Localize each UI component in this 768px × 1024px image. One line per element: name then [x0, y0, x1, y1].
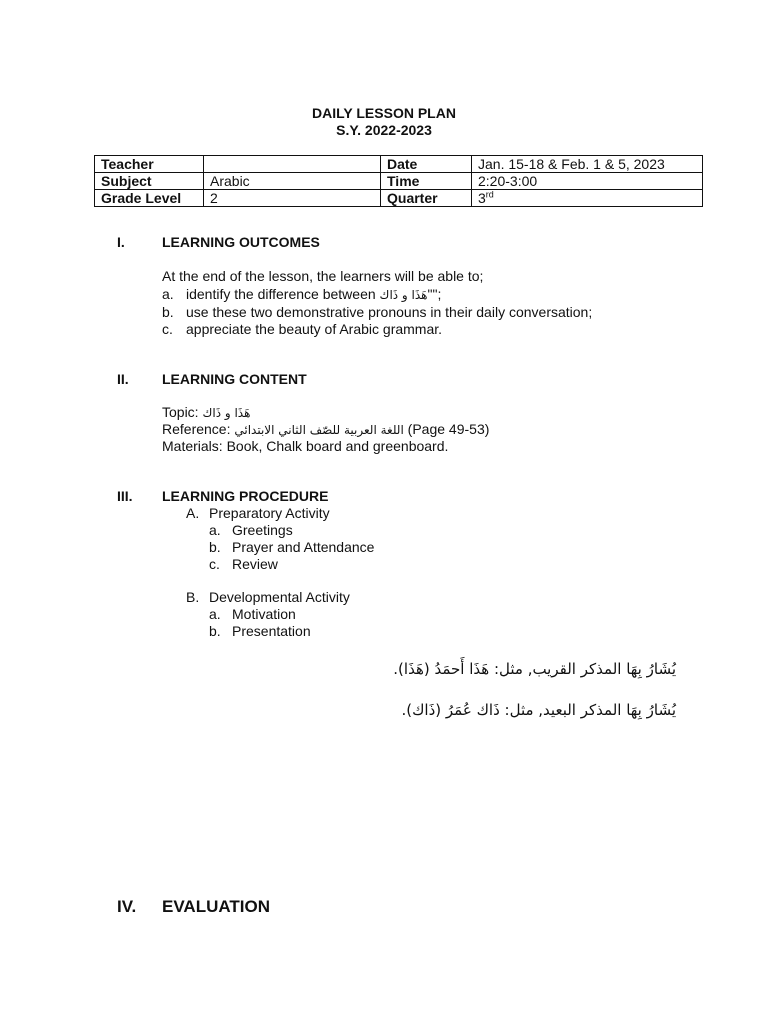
list-item	[209, 522, 293, 538]
arabic-text: هَذَا و ذَاك	[379, 288, 428, 302]
arabic-text: اللغة العربية للصّف الثاني الابتدائي	[234, 423, 404, 437]
document-title: DAILY LESSON PLAN	[312, 105, 456, 121]
table-row	[95, 190, 703, 207]
subject-value: Arabic	[204, 173, 381, 190]
quarter-number: 3	[478, 190, 486, 206]
list-text: Motivation	[232, 606, 296, 622]
list-item	[162, 304, 592, 320]
list-text: use these two demonstrative pronouns in their daily conversation;	[186, 304, 593, 320]
section-heading: LEARNING OUTCOMES	[162, 234, 320, 250]
materials-line: Materials: Book, Chalk board and greenboard.	[162, 438, 449, 454]
list-item	[209, 556, 278, 572]
list-text: Review	[232, 556, 278, 572]
list-text: Greetings	[232, 522, 293, 538]
list-item	[162, 286, 441, 302]
section-evaluation	[117, 897, 270, 917]
grade-level-value: 2	[204, 190, 381, 207]
outcomes-intro: At the end of the lesson, the learners will be able to;	[162, 268, 484, 284]
topic-line	[162, 404, 250, 420]
list-marker: c.	[209, 556, 220, 572]
list-marker: b.	[209, 539, 221, 555]
quarter-label: Quarter	[381, 190, 472, 207]
list-text: identify the difference between	[186, 286, 380, 302]
grade-level-label: Grade Level	[95, 190, 204, 207]
list-marker: a.	[209, 522, 221, 538]
section-heading: EVALUATION	[162, 897, 270, 916]
date-label: Date	[381, 156, 472, 173]
table-row	[95, 156, 703, 173]
quarter-suffix: rd	[485, 189, 494, 200]
list-item	[209, 623, 311, 639]
section-learning-content	[117, 371, 307, 387]
teacher-value	[204, 156, 381, 173]
section-heading: LEARNING CONTENT	[162, 371, 307, 387]
list-item	[162, 321, 442, 337]
list-marker: c.	[162, 321, 173, 337]
date-value: Jan. 15-18 & Feb. 1 & 5, 2023	[472, 156, 703, 173]
section-number: IV.	[117, 897, 137, 916]
section-learning-outcomes	[117, 234, 320, 250]
time-label: Time	[381, 173, 472, 190]
topic-label: Topic:	[162, 404, 203, 420]
subject-label: Subject	[95, 173, 204, 190]
list-item	[186, 589, 350, 605]
section-learning-procedure	[117, 488, 328, 504]
list-marker: A.	[186, 505, 200, 521]
section-number: III.	[117, 488, 133, 504]
list-marker: a.	[209, 606, 221, 622]
section-heading: LEARNING PROCEDURE	[162, 488, 329, 504]
time-value: 2:20-3:00	[472, 173, 703, 190]
arabic-text: هَذَا و ذَاك	[202, 406, 251, 420]
list-suffix: "";	[427, 286, 442, 302]
list-marker: b.	[209, 623, 221, 639]
school-year: S.Y. 2022-2023	[336, 122, 432, 138]
list-marker: b.	[162, 304, 174, 320]
arabic-example-near: يُشَارُ بِهَا المذكر القريب, مثل: هَذَا أَحمَدُ (هَذَا).	[393, 660, 676, 678]
quarter-value	[472, 190, 703, 207]
section-number: II.	[117, 371, 129, 387]
teacher-label: Teacher	[95, 156, 204, 173]
reference-pages: (Page 49-53)	[403, 421, 490, 437]
info-table	[94, 155, 703, 207]
reference-label: Reference:	[162, 421, 235, 437]
list-item	[209, 539, 374, 555]
list-text: Preparatory Activity	[209, 505, 330, 521]
list-text: Presentation	[232, 623, 311, 639]
list-text: appreciate the beauty of Arabic grammar.	[186, 321, 443, 337]
list-text: Prayer and Attendance	[232, 539, 375, 555]
list-text: Developmental Activity	[209, 589, 350, 605]
table-row	[95, 173, 703, 190]
section-number: I.	[117, 234, 125, 250]
reference-line	[162, 421, 489, 437]
list-item	[209, 606, 296, 622]
list-item	[186, 505, 330, 521]
list-marker: B.	[186, 589, 200, 605]
arabic-example-far: يُشَارُ بِهَا المذكر البعيد, مثل: ذَاك عُمَرُ (ذَاك).	[401, 701, 676, 719]
list-marker: a.	[162, 286, 174, 302]
